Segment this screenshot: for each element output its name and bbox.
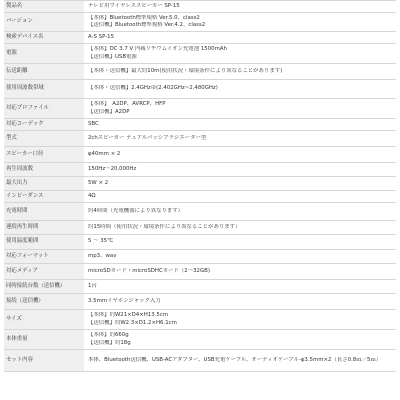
spec-label: バージョン bbox=[4, 13, 84, 32]
spec-row bbox=[4, 80, 396, 99]
spec-value-line: 150Hz～20,000Hz bbox=[88, 165, 137, 172]
spec-label: 同時接続台数（送信機） bbox=[4, 280, 84, 294]
spec-label: 再生周波数 bbox=[4, 163, 84, 177]
spec-label: 接続（送信機） bbox=[4, 294, 84, 310]
spec-label: 伝送距離 bbox=[4, 64, 84, 80]
spec-value-line: 本体、Bluetooth送信機、USB-ACアダプター、USB充電ケーブル、オーディオケーブル-φ3.5mm×2（長さ0.8ｍ／5ｍ） bbox=[88, 356, 382, 363]
spec-value-line: 4Ω bbox=[88, 192, 96, 199]
spec-row bbox=[4, 119, 396, 131]
spec-label: 本体重量 bbox=[4, 330, 84, 350]
spec-value bbox=[84, 235, 396, 250]
spec-value bbox=[84, 294, 396, 310]
spec-value-line: A-S SP-15 bbox=[88, 33, 115, 40]
spec-value-line: 【送信機】約18g bbox=[88, 339, 131, 346]
spec-label: 対応メディア bbox=[4, 264, 84, 280]
spec-row bbox=[4, 99, 396, 119]
spec-value-line: φ40mm × 2 bbox=[88, 150, 121, 157]
spec-label: スピーカー口径 bbox=[4, 147, 84, 163]
spec-row bbox=[4, 235, 396, 250]
spec-value bbox=[84, 310, 396, 330]
spec-value bbox=[84, 147, 396, 163]
spec-value bbox=[84, 221, 396, 235]
spec-row bbox=[4, 147, 396, 163]
spec-value-line: 【本体・送信機】2.4GHz帯(2.402GHz~2.480GHz) bbox=[88, 85, 218, 92]
spec-label: 検索デバイス名 bbox=[4, 32, 84, 44]
spec-value-line: 【送信機】A2DP bbox=[88, 108, 130, 115]
spec-value-line: 【送信機】約W2.3×D1.2×H6.1cm bbox=[88, 319, 177, 326]
spec-row bbox=[4, 203, 396, 221]
spec-value bbox=[84, 264, 396, 280]
spec-label: セット内容 bbox=[4, 350, 84, 372]
spec-label: インピーダンス bbox=[4, 191, 84, 203]
spec-row bbox=[4, 294, 396, 310]
spec-value bbox=[84, 64, 396, 80]
spec-label: サイズ bbox=[4, 310, 84, 330]
spec-value bbox=[84, 350, 396, 372]
spec-row bbox=[4, 350, 396, 372]
spec-row bbox=[4, 280, 396, 294]
spec-value-line: 【本体】 A2DP、AVRCP、HFP bbox=[88, 101, 166, 108]
spec-value bbox=[84, 191, 396, 203]
spec-value-line: 【本体】約660g bbox=[88, 332, 129, 339]
spec-row bbox=[4, 131, 396, 147]
spec-value-line: 5 ～ 35℃ bbox=[88, 238, 114, 245]
spec-value bbox=[84, 330, 396, 350]
spec-row bbox=[4, 163, 396, 177]
spec-row bbox=[4, 330, 396, 350]
spec-label: 連続再生時間 bbox=[4, 221, 84, 235]
spec-row bbox=[4, 32, 396, 44]
spec-label: 対応プロファイル bbox=[4, 99, 84, 119]
spec-table bbox=[4, 0, 396, 372]
spec-value bbox=[84, 99, 396, 119]
spec-row bbox=[4, 177, 396, 191]
spec-row bbox=[4, 191, 396, 203]
spec-label: 対応コーデック bbox=[4, 119, 84, 131]
spec-value-line: 3.5mmイヤホンジャック入力 bbox=[88, 297, 161, 304]
spec-row bbox=[4, 221, 396, 235]
spec-value-line: 【本体】Bluetooth標準規格 Ver.5.0、class2 bbox=[88, 14, 200, 21]
spec-value-line: 1台 bbox=[88, 282, 97, 289]
spec-value bbox=[84, 119, 396, 131]
spec-row bbox=[4, 44, 396, 64]
spec-label: 対応フォーマット bbox=[4, 250, 84, 264]
spec-value-line: 【本体】DC 3.7 V 内蔵リチウムイオン充電池 1500mAh bbox=[88, 46, 227, 53]
spec-value bbox=[84, 80, 396, 99]
spec-value-line: テレビ用ワイヤレススピーカー SP-15 bbox=[88, 2, 180, 9]
spec-value-line: 約15時間（使用状況・環境条件により異なることがあります） bbox=[88, 223, 241, 230]
spec-value-line: 2chスピーカー デュアルパッシブラジエーター型 bbox=[88, 134, 207, 141]
spec-label: 充電時間 bbox=[4, 203, 84, 221]
spec-value bbox=[84, 131, 396, 147]
spec-value-line: 【送信機】Bluetooth標準規格 Ver.4.2、class2 bbox=[88, 22, 206, 28]
spec-row bbox=[4, 310, 396, 330]
spec-value bbox=[84, 13, 396, 32]
spec-label: 製品名 bbox=[4, 1, 84, 13]
spec-value bbox=[84, 250, 396, 264]
spec-value-line: 【本体・送信機】最大約10m(使用状況・環境条件により異なることがあります) bbox=[88, 67, 283, 74]
spec-value-line: 5W × 2 bbox=[88, 179, 109, 186]
spec-label: 最大出力 bbox=[4, 177, 84, 191]
spec-row bbox=[4, 1, 396, 13]
spec-row bbox=[4, 13, 396, 32]
spec-value bbox=[84, 203, 396, 221]
spec-label: 電源 bbox=[4, 44, 84, 64]
spec-value bbox=[84, 163, 396, 177]
spec-value bbox=[84, 177, 396, 191]
spec-value bbox=[84, 1, 396, 13]
spec-row bbox=[4, 250, 396, 264]
spec-row bbox=[4, 264, 396, 280]
spec-value bbox=[84, 44, 396, 64]
spec-value-line: SBC bbox=[88, 120, 99, 127]
spec-label: 使用周波数帯域 bbox=[4, 80, 84, 99]
spec-value-line: 約4時間（充電機器により異なります） bbox=[88, 207, 184, 214]
spec-row bbox=[4, 64, 396, 80]
spec-value-line: microSDカード・microSDHCカード（2～32GB) bbox=[88, 267, 210, 274]
spec-label: 使用温度範囲 bbox=[4, 235, 84, 250]
spec-value-line: 【本体】約W21×D4×H13.5cm bbox=[88, 312, 169, 319]
spec-label: 型式 bbox=[4, 131, 84, 147]
spec-value bbox=[84, 32, 396, 44]
spec-value-line: mp3、wav bbox=[88, 252, 117, 259]
spec-value-line: 【送信機】USB電源 bbox=[88, 53, 137, 60]
spec-table-body bbox=[4, 1, 396, 372]
spec-value bbox=[84, 280, 396, 294]
